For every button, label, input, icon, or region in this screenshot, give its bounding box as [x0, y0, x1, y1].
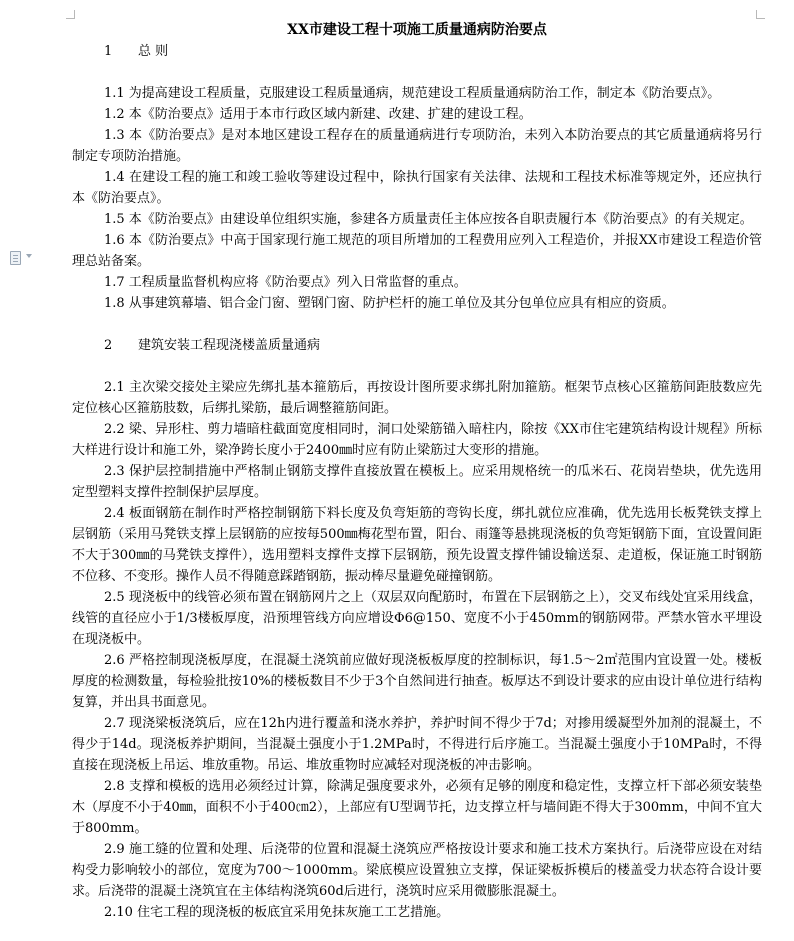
paragraph-2-7: 2.7 现浇梁板浇筑后，应在12h内进行覆盖和浇水养护，养护时间不得少于7d；对掺用缓凝型外加剂的混凝土，不得少于14d。现浇板养护期间，当混凝土强度小于1.2MPa时，不得进行后序施工。当混凝土强度小于10MPa时，不得直接在现浇板上吊运、堆放重物。吊运、堆放重物时应减轻对现浇板的冲击影响。	[72, 716, 762, 773]
section-heading-1	[72, 41, 762, 62]
paragraph-2-8: 2.8 支撑和模板的选用必须经过计算，除满足强度要求外，必须有足够的刚度和稳定性，支撑立杆下部必须安装垫木（厚度不小于40㎜，面积不小于400㎝2），上部应有U型调节托，边支撑立杆与墙间距不得大于300mm，中间不宜大于800mm。	[72, 779, 762, 836]
section-heading-2	[72, 335, 762, 356]
section-number: 2	[104, 338, 113, 353]
document-title: XX市建设工程十项施工质量通病防治要点	[287, 22, 547, 38]
blank-line	[72, 62, 762, 83]
paragraph-2-9: 2.9 施工缝的位置和处理、后浇带的位置和混凝土浇筑应严格按设计要求和施工技术方案执行。后浇带应设在对结构受力影响较小的部位，宽度为700～1000mm。梁底模应设置独立支撑，保证梁板拆模后的楼盖受力状态符合设计要求。后浇带的混凝土浇筑宜在主体结构浇筑60d后进行，浇筑时应采用微膨胀混凝土。	[72, 842, 762, 899]
page-corner-mark-right	[756, 10, 765, 19]
paragraph-2-3: 2.3 保护层控制措施中严格制止钢筋支撑件直接放置在模板上。应采用规格统一的瓜米石、花岗岩垫块，优先选用定型塑料支撑件控制保护层厚度。	[72, 464, 762, 500]
section-title: 建筑安装工程现浇楼盖质量通病	[138, 338, 321, 353]
paragraph-1-8: 1.8 从事建筑幕墙、铝合金门窗、塑钢门窗、防护栏杆的施工单位及其分包单位应具有相应的资质。	[104, 296, 675, 311]
page-corner-mark-left	[66, 10, 75, 19]
document-sheet-icon	[10, 251, 21, 265]
paragraph-2-4: 2.4 板面钢筋在制作时严格控制钢筋下料长度及负弯矩筋的弯钩长度，绑扎就位应准确，优先选用长板凳铁支撑上层钢筋（采用马凳铁支撑上层钢筋的应按每500㎜梅花型布置，阳台、雨篷等悬挑现浇板的负弯矩钢筋下面，宜设置间距不大于300㎜的马凳铁支撑件），选用塑料支撑件支撑下层钢筋，预先设置支撑件铺设输送泵、走道板，保证施工时钢筋不位移、不变形。操作人员不得随意踩踏钢筋，振动棒尽量避免碰撞钢筋。	[72, 506, 762, 584]
document-icon[interactable]	[10, 251, 36, 265]
paragraph-2-1: 2.1 主次梁交接处主梁应先绑扎基本箍筋后，再按设计图所要求绑扎附加箍筋。框架节点核心区箍筋间距肢数应先定位核心区箍筋肢数，后绑扎梁筋，最后调整箍筋间距。	[72, 380, 762, 416]
paragraph-2-5: 2.5 现浇板中的线管必须布置在钢筋网片之上（双层双向配筋时，布置在下层钢筋之上），交叉布线处宜采用线盒，线管的直径应小于1/3楼板厚度，沿预埋管线方向应增设Φ6@150、宽度不小于450mm的钢筋网带。严禁水管水平埋设在现浇板中。	[72, 590, 762, 647]
paragraph-1-3: 1.3 本《防治要点》是对本地区建设工程存在的质量通病进行专项防治，未列入本防治要点的其它质量通病将另行制定专项防治措施。	[72, 128, 762, 164]
blank-line	[72, 314, 762, 335]
paragraph-1-2: 1.2 本《防治要点》适用于本市行政区域内新建、改建、扩建的建设工程。	[104, 107, 532, 122]
section-number: 1	[104, 44, 113, 59]
section-title: 总 则	[138, 44, 169, 59]
paragraph-1-1: 1.1 为提高建设工程质量，克服建设工程质量通病，规范建设工程质量通病防治工作，制定本《防治要点》。	[104, 86, 721, 101]
paragraph-2-10: 2.10 住宅工程的现浇板的板底宜采用免抹灰施工工艺措施。	[104, 905, 450, 920]
blank-line	[72, 356, 762, 377]
paragraph-2-2: 2.2 梁、异形柱、剪力墙暗柱截面宽度相同时，洞口处梁筋锚入暗柱内，除按《XX市住宅建筑结构设计规程》所标大样进行设计和施工外，梁净跨长度小于2400㎜时应有防止梁筋过大变形的措施。	[72, 422, 762, 458]
paragraph-1-5: 1.5 本《防治要点》由建设单位组织实施，参建各方质量责任主体应按各自职责履行本《防治要点》的有关规定。	[104, 212, 753, 227]
chevron-down-icon[interactable]	[26, 254, 32, 258]
paragraph-2-6: 2.6 严格控制现浇板厚度，在混凝土浇筑前应做好现浇板板厚度的控制标识，每1.5～2㎡范围内宜设置一处。楼板厚度的检测数量，每检验批按10%的楼板数目不少于3个自然间进行抽查。板厚达不到设计要求的应由设计单位进行结构复算，并出具书面意见。	[72, 653, 762, 710]
paragraph-1-7: 1.7 工程质量监督机构应将《防治要点》列入日常监督的重点。	[104, 275, 467, 290]
paragraph-1-4: 1.4 在建设工程的施工和竣工验收等建设过程中，除执行国家有关法律、法规和工程技术标准等规定外，还应执行本《防治要点》。	[72, 170, 762, 206]
document-body[interactable]	[72, 20, 762, 923]
paragraph-1-6: 1.6 本《防治要点》中高于国家现行施工规范的项目所增加的工程费用应列入工程造价，并报XX市建设工程造价管理总站备案。	[72, 233, 762, 269]
